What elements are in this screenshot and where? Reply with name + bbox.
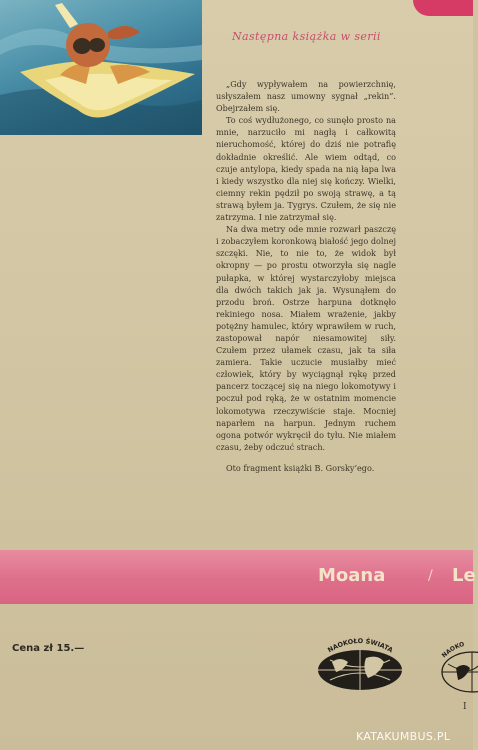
excerpt-paragraph-2: To coś wydłużonego, co sunęło prosto na mnie, narzuciło mi nagłą i całkowitą nieruchomość, której do dziś nie potrafię dokładnie określić. Ale wiem odtąd, co czuje antylopa, kiedy spada na nią łapa lwa i kiedy wszystko dla niej się kończy. Wielki, ciemny rekin pędził po swoją strawę, a tą strawą byłem ja. Tygrys. Czułem, że się nie zatrzyma. I nie zatrzymał się. xyxy=(216,115,396,223)
cover-photo-diver xyxy=(0,0,202,135)
excerpt-paragraph-1: „Gdy wypływałem na powierzchnię, usłyszałem nasz umowny sygnał „rekin”. Obejrzałem się. xyxy=(216,79,396,114)
book-excerpt xyxy=(216,78,396,474)
excerpt-paragraph-3: Na dwa metry ode mnie rozwarł paszczę i zobaczyłem koronkową białość jego dolnej szczęki. Nie, to nie to, że widok był okropny — po prostu otworzyła się nagle pułapka, w której wystarczyłoby miejsca dla dwóch takich jak ja. Wysunąłem do przodu broń. Ostrze harpuna dotknęło rekiniego nosa. Miałem wrażenie, jakby potężny hamulec, który wprawiłem w ruch, zastopował napór niesamowitej siły. Czułem przez ułamek czasu, jak ta siła zamiera. Takie uczucie musiałby mieć człowiek, który by wyciągnął rękę przed pancerz toczącej się na niego lokomotywy i poczuł pod ręką, że w ostatnim momencie lokomotywa rzeczywiście staje. Mocniej naparłem na harpun. Jednym ruchem ogona potwór wykręcił do tyłu. Nie miałem czasu, żeby odczuć strach. xyxy=(216,224,396,452)
price-label: Cena zł 15.— xyxy=(12,643,85,654)
globe-logo-text-partial: NAOKO xyxy=(440,640,466,660)
pink-title-band xyxy=(0,550,473,604)
band-ornament: / xyxy=(428,568,433,584)
series-label: Następna książka w serii xyxy=(232,30,381,43)
globe-logo-icon-partial xyxy=(438,636,478,698)
band-title: Moana xyxy=(318,565,386,586)
pink-corner-tab xyxy=(413,0,473,16)
globe-logo-text: NAOKOŁO ŚWIATA xyxy=(326,636,395,655)
diver-illustration xyxy=(0,0,202,135)
edge-letter: I xyxy=(463,702,467,712)
band-title-partial: Le xyxy=(452,565,476,586)
excerpt-source-note: Oto fragment książki B. Gorsky’ego. xyxy=(226,462,375,473)
site-watermark: KATAKUMBUS.PL xyxy=(356,730,451,743)
globe-logo-icon xyxy=(310,632,410,694)
